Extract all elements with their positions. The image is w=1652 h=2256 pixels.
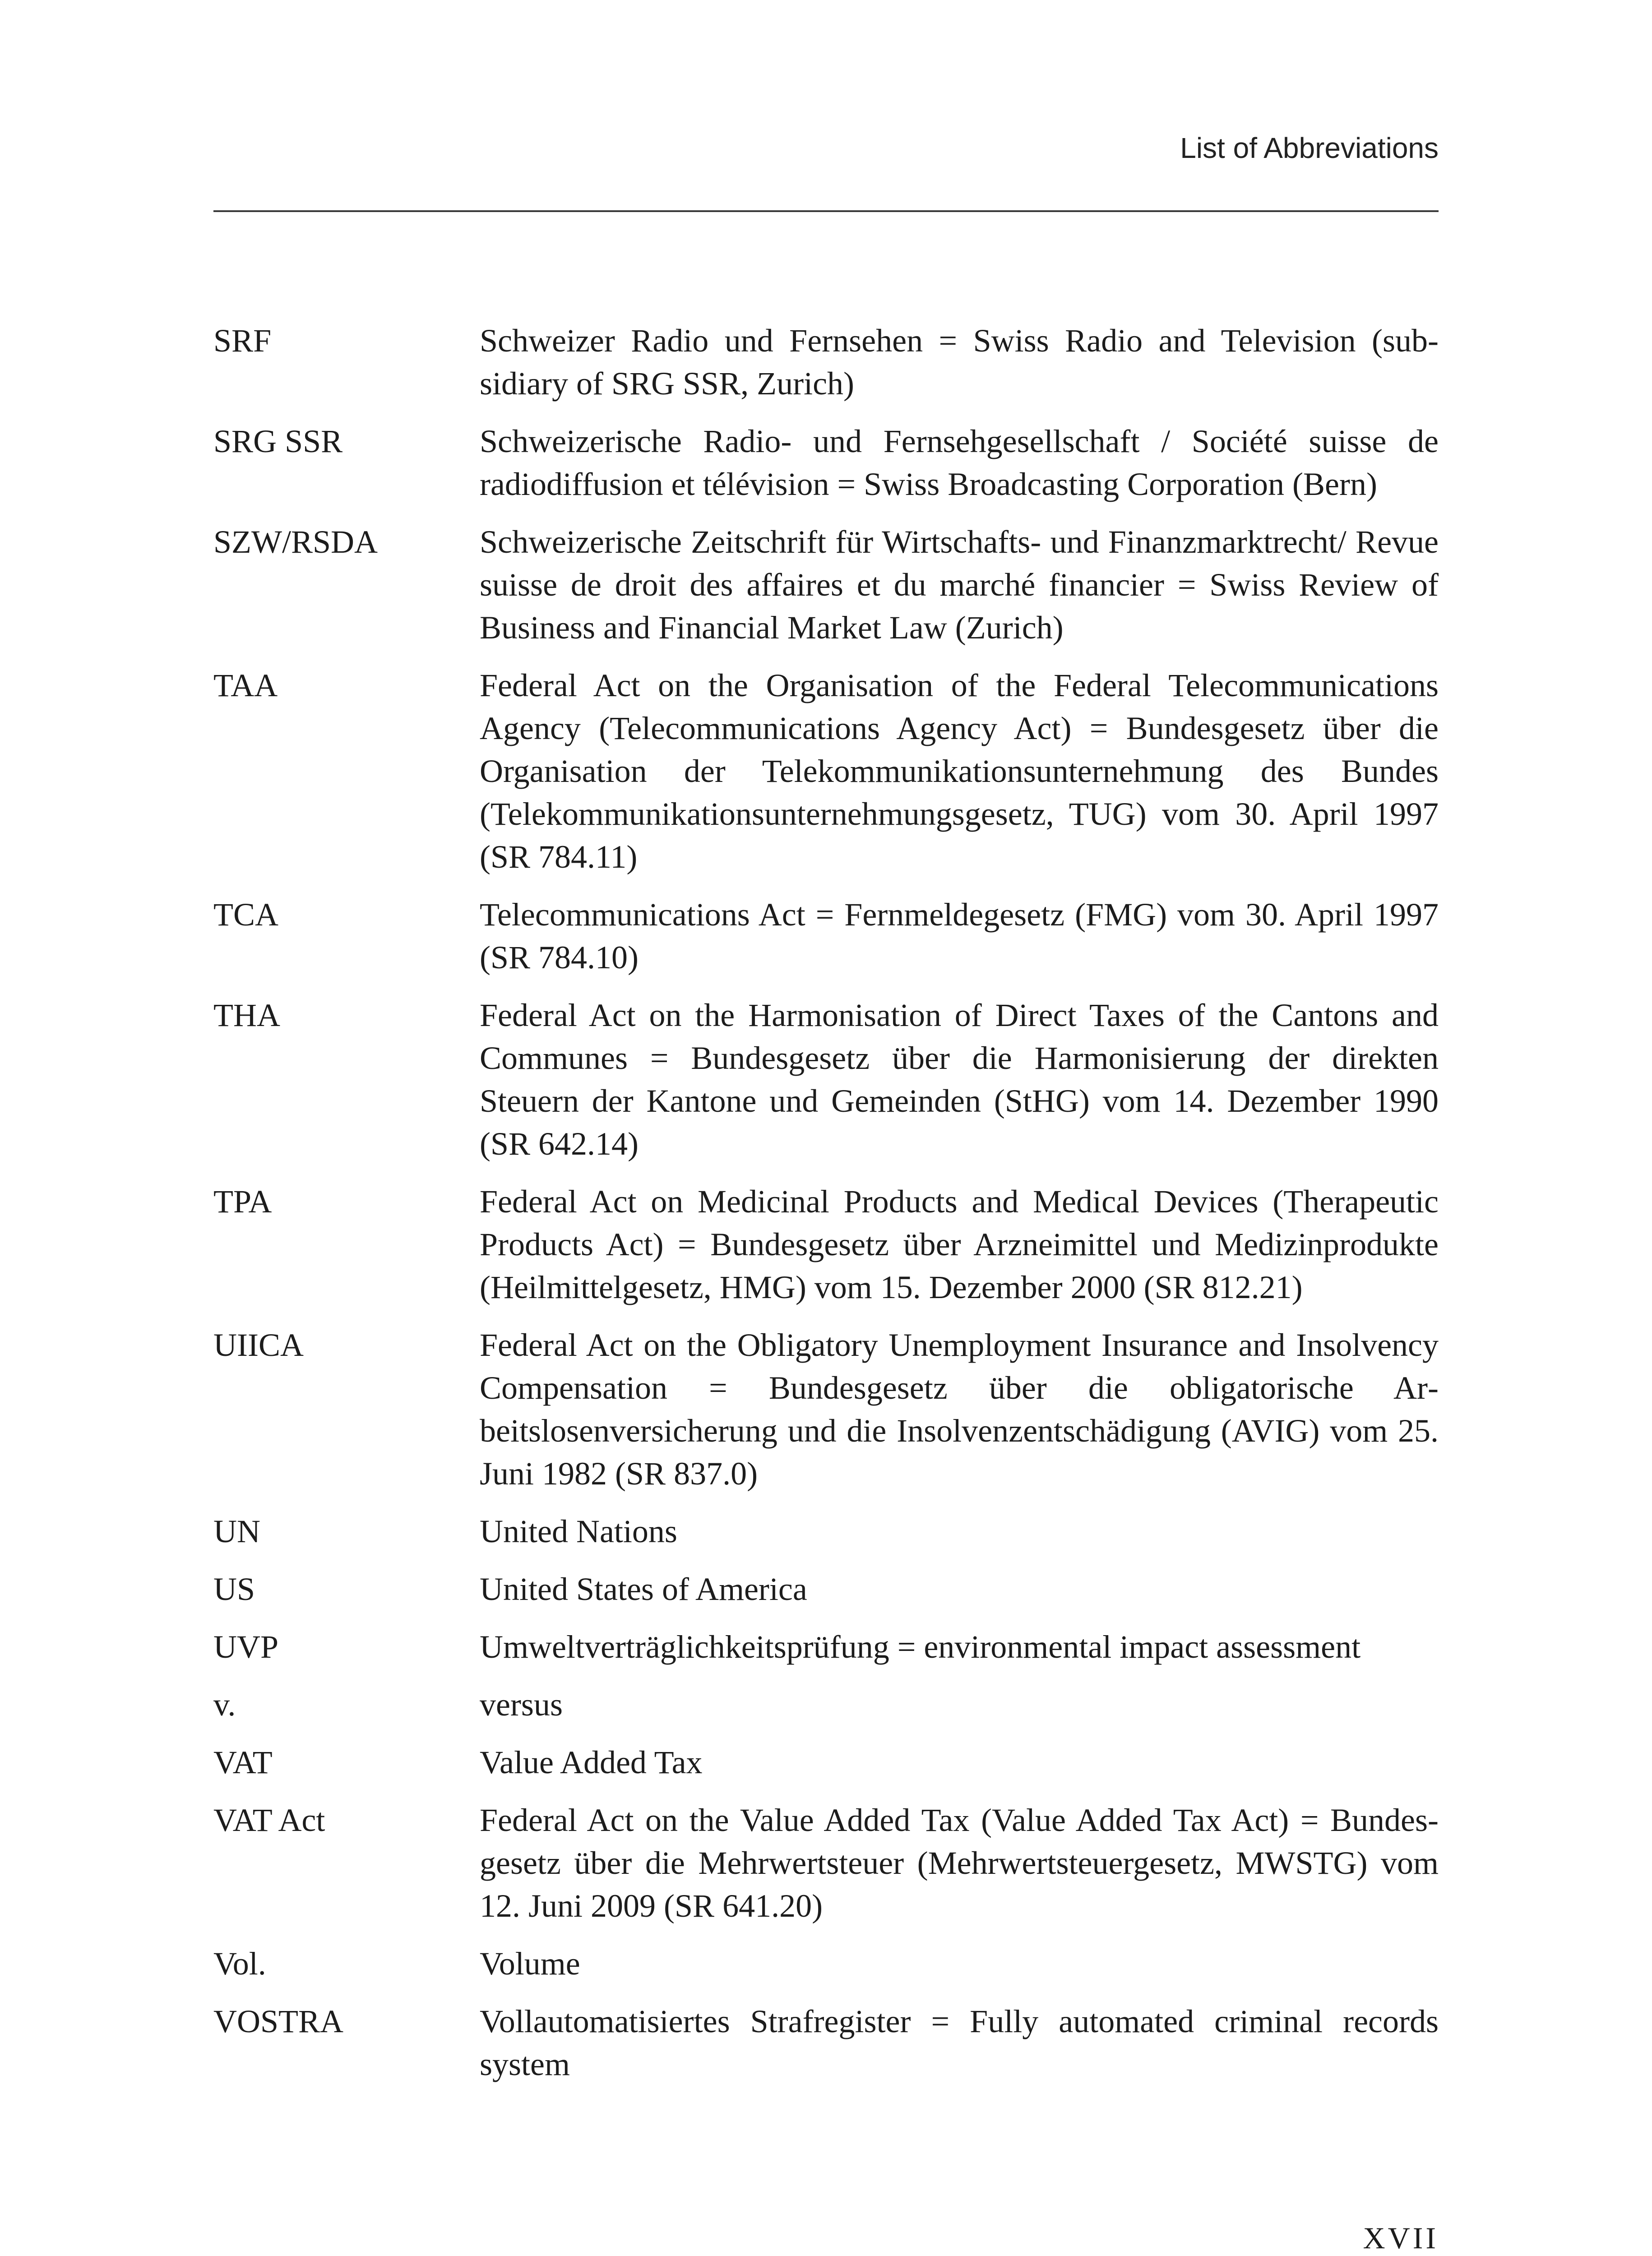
abbreviation-definition: Telecommunications Act = Fernmeldegesetz (FMG) vom 30. April 1997 (SR 784.10) xyxy=(480,897,1439,975)
abbreviation-entry xyxy=(213,1741,1439,1784)
abbreviation-term: UVP xyxy=(213,1629,279,1665)
abbreviation-entry xyxy=(213,1324,1439,1495)
abbreviation-term: v. xyxy=(213,1687,236,1723)
abbreviation-definition: Umweltverträglichkeitsprüfung = environmental impact assessment xyxy=(480,1629,1361,1665)
abbreviation-definition: Federal Act on the Organisation of the Federal Telecommunications Agency (Telecommunications Agency Act) = Bundesgesetz über die Organisation der Telekommunikationsunternehmung des Bundes (Telekommunikationsunternehmungsgesetz, TUG) vom 30. April 1997 (SR 784.11) xyxy=(480,667,1439,875)
abbreviation-definition: Federal Act on Medicinal Products and Medical Devices (Therapeutic Products Act) = Bundesgesetz über Arzneimittel und Medizinprodukte (Heilmittelgesetz, HMG) vom 15. Dezember 2000 (SR 812.21) xyxy=(480,1183,1439,1305)
abbreviation-definition: Federal Act on the Value Added Tax (Value Added Tax Act) = Bundesgesetz über die Mehrwertsteuer (Mehrwertsteuergesetz, MWSTG) vom 12. Juni 2009 (SR 641.20) xyxy=(480,1802,1439,1924)
abbreviation-entry xyxy=(213,893,1439,979)
abbreviation-definition: United Nations xyxy=(480,1513,677,1549)
abbreviation-definition: Vollautomatisiertes Strafregister = Fully automated criminal records system xyxy=(480,2003,1439,2082)
abbreviation-term: TAA xyxy=(213,667,278,703)
abbreviation-definition: United States of America xyxy=(480,1571,807,1607)
abbreviation-entry xyxy=(213,664,1439,878)
abbreviation-entry xyxy=(213,1568,1439,1611)
header-divider xyxy=(213,210,1439,212)
abbreviation-entry xyxy=(213,1799,1439,1928)
abbreviation-definition: Federal Act on the Obligatory Unemployment Insurance and Insolvency Compensation = Bundesgesetz über die obligatorische Arbeitslosenversicherung und die Insolvenzentschädigung (AVIG) vom 25. Juni 1982 (SR 837.0) xyxy=(480,1327,1439,1492)
abbreviation-term: THA xyxy=(213,997,280,1033)
abbreviation-term: UIICA xyxy=(213,1327,304,1363)
abbreviation-entry xyxy=(213,2000,1439,2086)
abbreviation-definition: Volume xyxy=(480,1946,580,1982)
abbreviation-term: VAT Act xyxy=(213,1802,325,1838)
abbreviation-entry xyxy=(213,1180,1439,1309)
abbreviation-entry xyxy=(213,319,1439,405)
abbreviation-entry xyxy=(213,420,1439,506)
running-header-title: List of Abbreviations xyxy=(1180,132,1439,164)
abbreviation-term: SRF xyxy=(213,323,272,359)
abbreviation-entry xyxy=(213,1942,1439,1985)
abbreviation-entry xyxy=(213,1510,1439,1553)
abbreviation-entry xyxy=(213,1626,1439,1669)
abbreviation-definition: versus xyxy=(480,1687,563,1723)
abbreviation-list xyxy=(213,319,1439,2101)
abbreviation-term: VAT xyxy=(213,1744,273,1780)
abbreviation-term: TPA xyxy=(213,1183,272,1220)
page-number: XVII xyxy=(1363,2221,1439,2255)
abbreviation-definition: Federal Act on the Harmonisation of Direct Taxes of the Cantons and Communes = Bundesgesetz über die Harmonisierung der direkten Steuern der Kantone und Gemeinden (StHG) vom 14. Dezember 1990 (SR 642.14) xyxy=(480,997,1439,1162)
abbreviation-entry xyxy=(213,1683,1439,1726)
abbreviation-term: TCA xyxy=(213,897,278,933)
abbreviation-term: SZW/RSDA xyxy=(213,524,378,560)
abbreviation-entry xyxy=(213,994,1439,1165)
abbreviation-term: UN xyxy=(213,1513,260,1549)
abbreviation-definition: Schweizer Radio und Fernsehen = Swiss Radio and Television (subsidiary of SRG SSR, Zurich) xyxy=(480,323,1439,402)
abbreviation-term: US xyxy=(213,1571,255,1607)
abbreviation-term: SRG SSR xyxy=(213,423,343,459)
abbreviation-definition: Schweizerische Radio- und Fernsehgesellschaft / Société suisse de radiodiffusion et télévision = Swiss Broadcasting Corporation (Bern) xyxy=(480,423,1439,502)
abbreviation-definition: Value Added Tax xyxy=(480,1744,703,1780)
abbreviation-term: VOSTRA xyxy=(213,2003,344,2039)
abbreviation-term: Vol. xyxy=(213,1946,266,1982)
abbreviation-entry xyxy=(213,521,1439,649)
abbreviation-definition: Schweizerische Zeitschrift für Wirtschafts- und Finanzmarktrecht/ Revue suisse de droit des affaires et du marché financier = Swiss Review of Business and Financial Market Law (Zurich) xyxy=(480,524,1439,646)
